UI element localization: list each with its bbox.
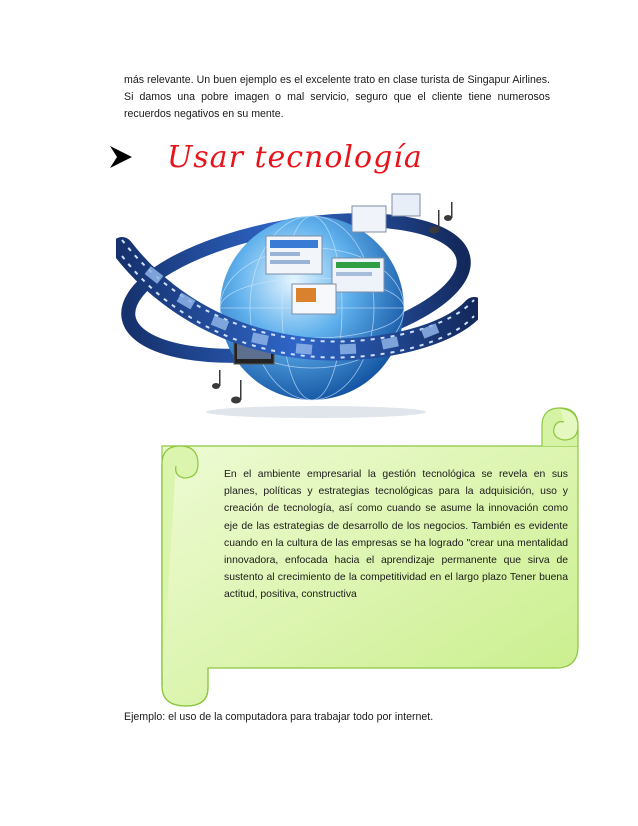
arrow-bullet-icon bbox=[110, 146, 132, 168]
section-heading bbox=[110, 140, 530, 180]
example-line: Ejemplo: el uso de la computadora para trabajar todo por internet. bbox=[124, 711, 434, 723]
intro-paragraph: más relevante. Un buen ejemplo es el excelente trato en clase turista de Singapur Airlines. Si damos una pobre imagen o mal servicio, seguro que el cliente tiene numerosos recuerdos negativos en su mente. bbox=[124, 74, 550, 120]
heading-title: Usar tecnología bbox=[167, 140, 423, 175]
globe-technology-illustration bbox=[116, 188, 478, 420]
scroll-text: En el ambiente empresarial la gestión tecnológica se revela en sus planes, políticas y estrategias tecnológicas para la adquisición, uso y creación de tecnología, así como cuando se asume la innovación como eje de las estrategias de desarrollo de los negocios. También es evidente cuando en la cultura de las empresas se ha logrado "crear una mentalidad innovadora, enfocada hacia el aprendizaje permanente que sirva de sustento al crecimiento de la competitividad en el largo plazo Tener buena actitud, positiva, constructiva bbox=[224, 469, 568, 601]
